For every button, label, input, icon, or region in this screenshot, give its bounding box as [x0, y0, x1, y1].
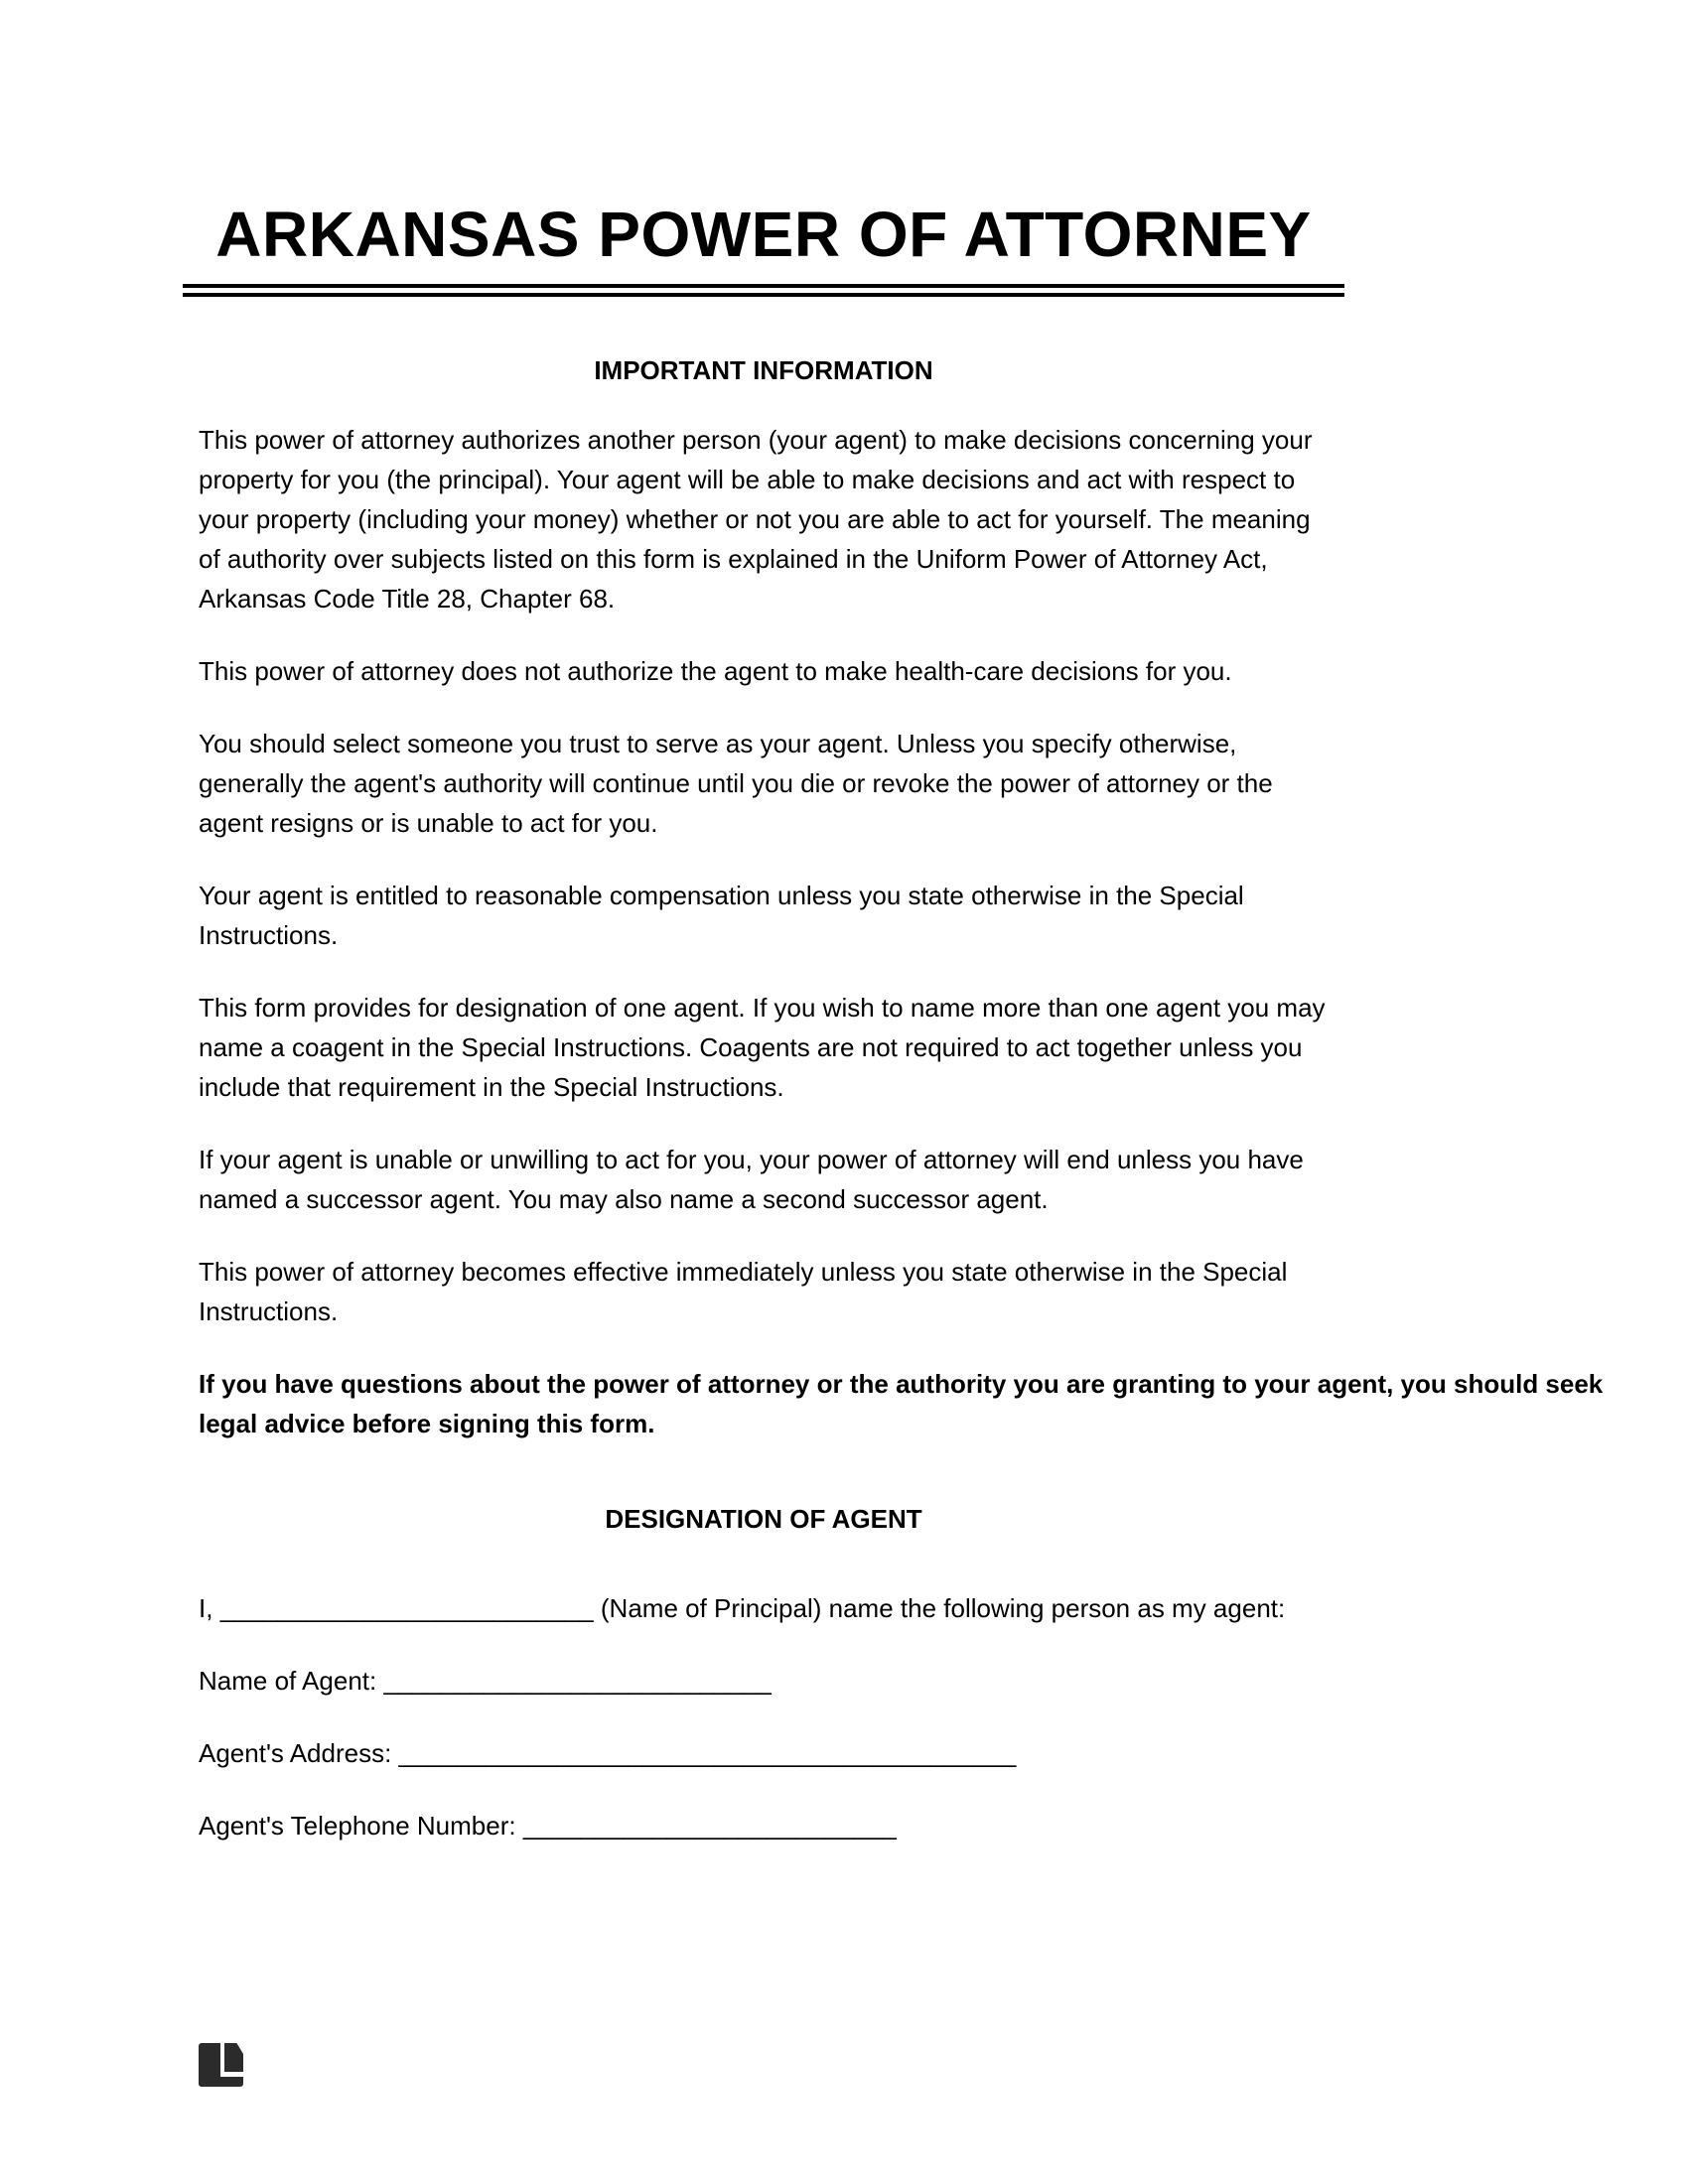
paragraph-select-agent: You should select someone you trust to serve as your agent. Unless you specify otherwise, generally the agent's authority will continue until you die or revoke the power of attorney or the agent resigns or is unable to act for you. — [199, 729, 1273, 838]
paragraph-effective-immediately: This power of attorney becomes effective immediately unless you state otherwise in the Special Instructions. — [199, 1257, 1288, 1326]
agent-name-field — [199, 1661, 1329, 1701]
legal-advice-notice: If you have questions about the power of attorney or the authority you are granting to your agent, you should seek legal advice before signing this form. — [199, 1369, 1604, 1438]
paragraph-successor-agent: If your agent is unable or unwilling to act for you, your power of attorney will end unless you have named a successor agent. You may also name a second successor agent. — [199, 1145, 1304, 1214]
section-heading-designation-of-agent: DESIGNATION OF AGENT — [605, 1504, 922, 1534]
paragraph-healthcare: This power of attorney does not authorize the agent to make health-care decisions for you. — [199, 656, 1232, 686]
agent-name-blank: ___________________________ — [383, 1666, 772, 1696]
logo-folded-page-shape — [224, 2043, 243, 2072]
principal-line-prefix: I, — [199, 1593, 213, 1623]
agent-address-label: Agent's Address: — [199, 1738, 392, 1768]
section-heading-important-information: IMPORTANT INFORMATION — [594, 355, 933, 385]
paragraph-authorization: This power of attorney authorizes another person (your agent) to make decisions concerning your property for you (the principal). Your agent will be able to make decisions and act with respect to your property (including your money) whether or not you are able to act for yourself. The meaning of authority over subjects listed on this form is explained in the Uniform Power of Attorney Act, Arkansas Code Title 28, Chapter 68. — [199, 425, 1313, 614]
logo-base-bar-shape — [199, 2077, 243, 2087]
document-title: ARKANSAS POWER OF ATTORNEY — [215, 199, 1312, 270]
principal-name-line — [199, 1588, 1329, 1628]
agent-phone-field — [199, 1806, 1329, 1845]
legal-templates-logo — [199, 2043, 243, 2087]
principal-line-suffix: (Name of Principal) name the following person as my agent: — [600, 1593, 1286, 1623]
agent-phone-blank: __________________________ — [522, 1811, 897, 1841]
paragraph-compensation: Your agent is entitled to reasonable compensation unless you state otherwise in the Special Instructions. — [199, 881, 1244, 950]
paragraph-coagent: This form provides for designation of one agent. If you wish to name more than one agent you may name a coagent in the Special Instructions. Coagents are not required to act together unless you include that requirement in the Special Instructions. — [199, 993, 1326, 1102]
agent-address-blank: ___________________________________________ — [398, 1738, 1017, 1768]
agent-name-label: Name of Agent: — [199, 1666, 377, 1696]
title-double-rule — [183, 284, 1344, 297]
agent-phone-label: Agent's Telephone Number: — [199, 1811, 516, 1841]
principal-name-blank: __________________________ — [219, 1593, 594, 1623]
agent-address-field — [199, 1733, 1329, 1773]
